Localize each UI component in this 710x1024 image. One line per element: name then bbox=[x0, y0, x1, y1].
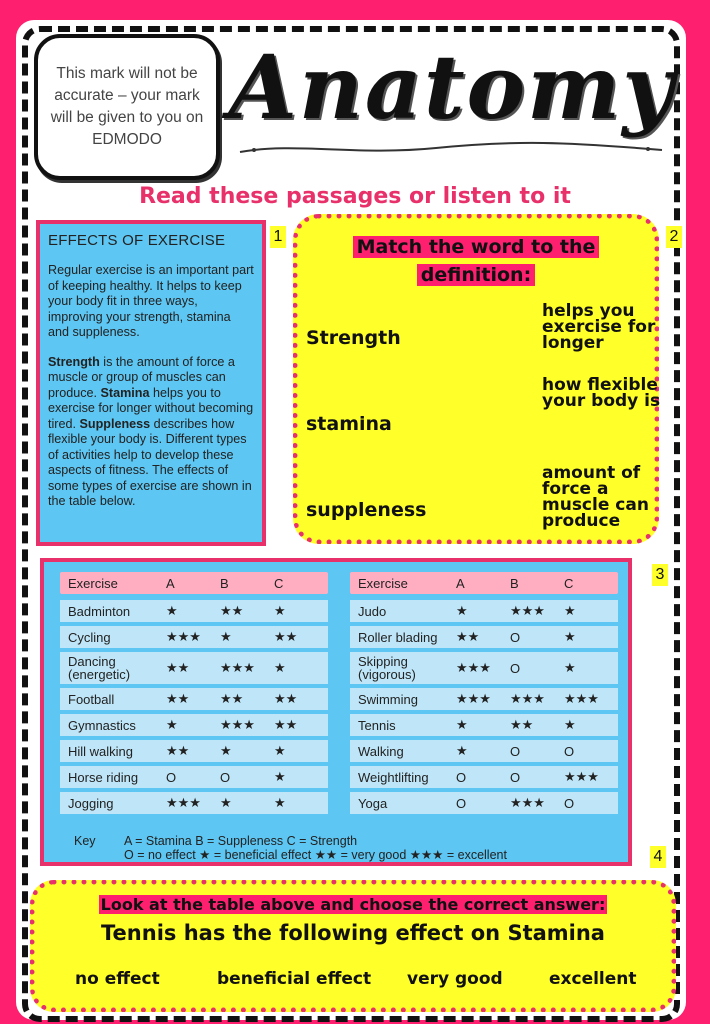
table-rating-cell: ★★★ bbox=[456, 660, 491, 675]
table-rating-cell: ★★★ bbox=[510, 795, 545, 810]
table-rating-cell: O bbox=[564, 795, 575, 811]
match-word-stamina[interactable]: stamina bbox=[306, 413, 392, 435]
table-rating-cell: O bbox=[510, 660, 521, 676]
table-rating-cell: O bbox=[510, 629, 521, 645]
table-rating-cell: ★★★ bbox=[564, 769, 599, 784]
matching-title-line-2: definition: bbox=[417, 264, 535, 286]
table-exercise-cell: Yoga bbox=[358, 795, 388, 811]
key-line-1: A = Stamina B = Suppleness C = Strength bbox=[124, 834, 358, 848]
table-row bbox=[350, 688, 618, 710]
table-exercise-cell: Hill walking bbox=[68, 743, 134, 759]
table-row bbox=[60, 714, 328, 736]
match-definition-2[interactable]: how flexible your body is bbox=[542, 375, 661, 411]
section-number-4: 4 bbox=[650, 846, 666, 868]
section-number-1: 1 bbox=[270, 226, 286, 248]
table-rating-cell: ★★★ bbox=[510, 691, 545, 706]
table-rating-cell: ★★ bbox=[274, 717, 298, 732]
passage-term-strength: Strength bbox=[48, 354, 100, 369]
page-title: Anatomy bbox=[228, 35, 676, 139]
table-rating-cell: ★★★ bbox=[166, 795, 201, 810]
table-rating-cell: ★★ bbox=[166, 660, 190, 675]
match-definition-3[interactable]: amount of force a muscle can produce bbox=[542, 463, 649, 531]
option-no-effect[interactable]: no effect bbox=[75, 969, 160, 989]
table-rating-cell: ★ bbox=[274, 603, 286, 618]
table-row bbox=[60, 652, 328, 684]
table-rating-cell: ★ bbox=[456, 743, 468, 758]
exercise-table-right bbox=[350, 572, 618, 818]
table-row bbox=[60, 626, 328, 648]
table-rating-cell: ★★ bbox=[274, 629, 298, 644]
passage-text: helps you to exercise for longer without becoming tired. bbox=[48, 385, 254, 431]
table-rating-cell: ★★ bbox=[166, 691, 190, 706]
table-rating-cell: ★ bbox=[564, 717, 576, 732]
table-row bbox=[60, 792, 328, 814]
table-row bbox=[350, 714, 618, 736]
table-exercise-cell: Football bbox=[68, 691, 115, 707]
table-rating-cell: O bbox=[166, 769, 177, 785]
table-row bbox=[350, 766, 618, 788]
table-exercise-cell: Horse riding bbox=[68, 769, 139, 785]
table-row bbox=[350, 600, 618, 622]
table-rating-cell: ★★★ bbox=[564, 691, 599, 706]
section-number-3: 3 bbox=[652, 564, 668, 586]
passage-heading: EFFECTS OF EXERCISE bbox=[48, 232, 226, 249]
table-rating-cell: ★ bbox=[274, 743, 286, 758]
table-rating-cell: ★★ bbox=[274, 691, 298, 706]
table-row bbox=[60, 740, 328, 762]
table-header-row bbox=[60, 572, 328, 594]
table-rating-cell: ★ bbox=[564, 603, 576, 618]
passage-text: is the amount of force a muscle or group of muscles can produce. bbox=[48, 354, 235, 400]
table-rating-cell: ★★★ bbox=[510, 603, 545, 618]
table-rating-cell: ★ bbox=[564, 629, 576, 644]
table-header-cell: A bbox=[456, 575, 465, 591]
matching-title bbox=[298, 233, 654, 289]
option-excellent[interactable]: excellent bbox=[549, 969, 637, 989]
passage-paragraph-2 bbox=[48, 355, 254, 510]
exercise-table-panel bbox=[40, 558, 632, 866]
table-rating-cell: O bbox=[564, 743, 575, 759]
table-header-cell: B bbox=[510, 575, 519, 591]
table-exercise-cell: Badminton bbox=[68, 603, 131, 619]
table-exercise-cell: Weightlifting bbox=[358, 769, 429, 785]
table-rating-cell: O bbox=[456, 795, 467, 811]
table-rating-cell: ★ bbox=[166, 603, 178, 618]
table-rating-cell: ★★ bbox=[456, 629, 480, 644]
table-header-row bbox=[350, 572, 618, 594]
table-rating-cell: ★★ bbox=[220, 603, 244, 618]
table-rating-cell: ★ bbox=[166, 717, 178, 732]
table-row bbox=[60, 688, 328, 710]
table-rating-cell: ★ bbox=[564, 660, 576, 675]
passage-term-stamina: Stamina bbox=[100, 385, 150, 400]
option-beneficial-effect[interactable]: beneficial effect bbox=[217, 969, 372, 989]
table-rating-cell: ★ bbox=[220, 743, 232, 758]
passage-panel bbox=[36, 220, 266, 546]
table-header-cell: B bbox=[220, 575, 229, 591]
passage-paragraph-1: Regular exercise is an important part of keeping healthy. It helps to keep your body fit in three ways, improving your strength, stamina and suppleness. bbox=[48, 263, 254, 339]
table-rating-cell: O bbox=[510, 743, 521, 759]
table-rating-cell: O bbox=[456, 769, 467, 785]
table-exercise-cell: Judo bbox=[358, 603, 387, 619]
table-rating-cell: ★★★ bbox=[456, 691, 491, 706]
table-exercise-cell: Cycling bbox=[68, 629, 111, 645]
table-rating-cell: ★ bbox=[274, 795, 286, 810]
table-exercise-cell: Dancing (energetic) bbox=[68, 654, 131, 682]
table-rating-cell: ★ bbox=[456, 717, 468, 732]
table-exercise-cell: Gymnastics bbox=[68, 717, 136, 733]
section-number-2: 2 bbox=[666, 226, 682, 248]
match-word-suppleness[interactable]: suppleness bbox=[306, 499, 427, 521]
exercise-table-left bbox=[60, 572, 328, 818]
question-panel bbox=[30, 880, 676, 1012]
table-row bbox=[350, 792, 618, 814]
table-exercise-cell: Swimming bbox=[358, 691, 418, 707]
table-rating-cell: ★ bbox=[274, 660, 286, 675]
table-row bbox=[350, 740, 618, 762]
table-rating-cell: O bbox=[220, 769, 231, 785]
table-header-cell: C bbox=[274, 575, 284, 591]
table-header-cell: A bbox=[166, 575, 175, 591]
table-exercise-cell: Tennis bbox=[358, 717, 396, 733]
table-header-cell: C bbox=[564, 575, 574, 591]
table-rating-cell: ★★ bbox=[220, 691, 244, 706]
table-rating-cell: ★★★ bbox=[166, 629, 201, 644]
table-row bbox=[350, 626, 618, 648]
table-header-cell: Exercise bbox=[68, 575, 118, 591]
mark-note: This mark will not be accurate – your mark will be given to you on EDMODO bbox=[34, 34, 220, 180]
matching-panel bbox=[293, 214, 659, 544]
title-flourish-icon bbox=[236, 140, 666, 158]
table-row bbox=[60, 766, 328, 788]
table-exercise-cell: Jogging bbox=[68, 795, 114, 811]
option-very-good[interactable]: very good bbox=[407, 969, 503, 989]
table-rating-cell: ★★★ bbox=[220, 717, 255, 732]
instruction-text: Read these passages or listen to it bbox=[139, 184, 571, 209]
table-rating-cell: ★ bbox=[456, 603, 468, 618]
table-rating-cell: ★★ bbox=[510, 717, 534, 732]
match-definition-1[interactable]: helps you exercise for longer bbox=[542, 301, 656, 353]
key-line-2: O = no effect ★ = beneficial effect ★★ = very good ★★★ = excellent bbox=[124, 848, 507, 862]
table-rating-cell: ★ bbox=[220, 629, 232, 644]
key-label: Key bbox=[74, 834, 96, 848]
table-exercise-cell: Walking bbox=[358, 743, 404, 759]
table-rating-cell: O bbox=[510, 769, 521, 785]
match-word-strength[interactable]: Strength bbox=[306, 327, 401, 349]
table-header-cell: Exercise bbox=[358, 575, 408, 591]
passage-term-suppleness: Suppleness bbox=[79, 416, 151, 431]
question-prompt: Look at the table above and choose the correct answer: bbox=[100, 895, 606, 914]
table-rating-cell: ★★★ bbox=[220, 660, 255, 675]
table-rating-cell: ★ bbox=[274, 769, 286, 784]
matching-title-line-1: Match the word to the bbox=[353, 236, 600, 258]
table-exercise-cell: Roller blading bbox=[358, 629, 438, 645]
passage-text: describes how flexible your body is. Different types of activities help to develop these aspects of fitness. The effects of some types of exercise are shown in the table below. bbox=[48, 416, 252, 508]
table-exercise-cell: Skipping (vigorous) bbox=[358, 654, 416, 682]
table-rating-cell: ★ bbox=[220, 795, 232, 810]
table-rating-cell: ★★ bbox=[166, 743, 190, 758]
question-text: Tennis has the following effect on Stamina bbox=[101, 921, 605, 945]
table-row bbox=[350, 652, 618, 684]
table-row bbox=[60, 600, 328, 622]
